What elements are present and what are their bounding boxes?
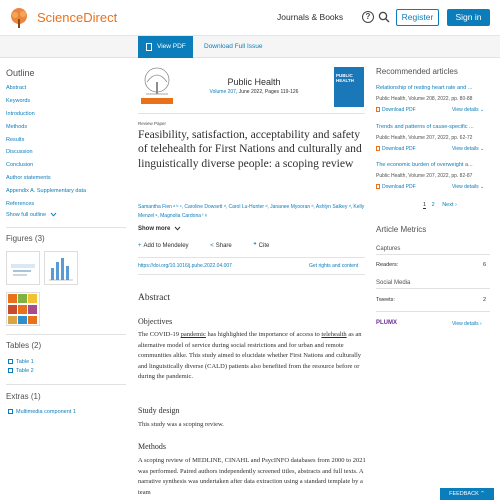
- outline-item-appendix[interactable]: Appendix A. Supplementary data: [6, 188, 87, 195]
- view-pdf-label: View PDF: [157, 43, 186, 50]
- outline-list: [6, 82, 86, 211]
- captures-section: Captures: [376, 243, 490, 255]
- article-title: Feasibility, satisfaction, acceptability and safety of telehealth for First Nations and culturally and linguistically diverse people: a scoping review: [138, 128, 362, 170]
- chevron-down-icon: ⌄: [479, 146, 485, 152]
- show-more-label: Show more: [138, 226, 171, 233]
- recommended-article-title[interactable]: Relationship of resting heart rate and ...: [376, 85, 473, 91]
- outline-item-discussion[interactable]: Discussion: [6, 149, 33, 156]
- help-icon[interactable]: ?: [362, 11, 374, 23]
- plus-icon: +: [138, 243, 142, 249]
- objectives-text-2: has highlighted the importance of access to: [205, 331, 322, 338]
- show-full-outline-label: Show full outline: [6, 212, 47, 218]
- sidebar-divider: [6, 384, 126, 385]
- outline-item-author-statements[interactable]: Author statements: [6, 175, 51, 182]
- metrics-divider: [376, 311, 490, 312]
- chevron-down-icon: [50, 212, 57, 217]
- plumx-view-details-label: View details: [452, 321, 479, 327]
- methods-paragraph: A scoping review of MEDLINE, CINAHL and PsycINFO databases from 2000 to 2021 was performed. Paired authors independently screened titles, abstracts and full texts. A narrative synthesis was undertaken after data extraction using a standard template by a team: [138, 457, 366, 496]
- chevron-up-icon: ⌃: [480, 491, 485, 497]
- sidebar-divider: [6, 334, 126, 335]
- recommended-view-details[interactable]: [452, 107, 484, 113]
- recommended-pager: [423, 202, 457, 208]
- doi-divider-top: [138, 257, 365, 258]
- journal-cover-image[interactable]: [334, 67, 364, 107]
- download-full-issue-link[interactable]: Download Full Issue: [204, 43, 263, 50]
- doi-divider-bottom: [138, 274, 365, 275]
- recommended-view-details[interactable]: [452, 146, 484, 152]
- pager-page-2[interactable]: 2: [431, 202, 435, 208]
- table-2-label: Table 2: [16, 368, 34, 374]
- outline-item-references[interactable]: References: [6, 201, 35, 208]
- volume-details: , June 2022, Pages 119-126: [235, 89, 299, 95]
- abstract-heading: Abstract: [138, 293, 171, 303]
- download-pdf-label: Download PDF: [382, 184, 416, 190]
- chevron-down-icon: ⌄: [479, 184, 485, 190]
- objectives-text-1: The COVID-19: [138, 331, 181, 338]
- figure-thumbnail-2[interactable]: [44, 251, 78, 285]
- table-icon: [8, 359, 13, 364]
- recommended-article-meta: Public Health, Volume 208, 2022, pp. 80-88: [376, 96, 473, 102]
- share-label: Share: [215, 243, 232, 249]
- telehealth-term-link[interactable]: telehealth: [321, 331, 347, 338]
- elsevier-logo-icon[interactable]: [138, 66, 176, 108]
- multimedia-component-link[interactable]: [8, 409, 76, 415]
- article-metrics-heading: Article Metrics: [376, 225, 427, 234]
- journal-volume-info: [190, 89, 318, 95]
- author-list[interactable]: Samantha Fien ᵃ ᵇ ᶜ, Caroline Dowsett ᵈ, Carol Lu-Hunter ᵈ, Jananee Myooran ᵈ, Ashlyn Salkey ᵈ, Kelly Menzel ᵉ, Magnolia Cardona ᶠ ᵍ: [138, 204, 365, 219]
- outline-item-introduction[interactable]: Introduction: [6, 110, 35, 117]
- recommended-article-title[interactable]: The economic burden of overweight a...: [376, 162, 473, 168]
- recommended-download-pdf[interactable]: [376, 184, 416, 190]
- feedback-label: FEEDBACK: [449, 491, 479, 497]
- recommended-article-title[interactable]: Trends and patterns of cause-specific ...: [376, 124, 474, 130]
- register-button[interactable]: Register: [396, 9, 439, 26]
- multimedia-component-label: Multimedia component 1: [16, 409, 76, 415]
- table-1-label: Table 1: [16, 359, 34, 365]
- outline-item-conclusion[interactable]: Conclusion: [6, 162, 34, 169]
- social-media-section: Social Media: [376, 277, 490, 289]
- view-details-label: View details: [452, 184, 479, 190]
- pandemic-term-link[interactable]: pandemic: [180, 331, 206, 338]
- pdf-icon: [376, 146, 380, 151]
- sciencedirect-brand[interactable]: ScienceDirect: [37, 10, 118, 25]
- pager-page-current[interactable]: 1: [423, 202, 427, 208]
- chevron-right-icon: ›: [455, 202, 457, 208]
- outline-item-methods[interactable]: Methods: [6, 123, 28, 130]
- show-more-button[interactable]: [138, 226, 181, 232]
- table-2-link[interactable]: [8, 368, 34, 374]
- figures-heading: Figures (3): [6, 234, 45, 243]
- view-details-label: View details: [452, 146, 479, 152]
- search-icon[interactable]: [378, 11, 390, 23]
- article-type: Review Paper: [138, 121, 167, 126]
- readers-value: 6: [482, 262, 486, 268]
- outline-item-results[interactable]: Results: [6, 136, 25, 143]
- recommended-view-details[interactable]: [452, 184, 484, 190]
- objectives-text-3: as an alternative model of service during social restrictions and for urban and remote communities alike. This study aimed to elucidate whether First Nations and culturally and linguistically diverse (CALD) patients also benefited from the resource before or during the pandemic.: [138, 331, 362, 381]
- methods-heading: Methods: [138, 442, 166, 451]
- download-pdf-label: Download PDF: [382, 146, 416, 152]
- figure-thumbnail-1-image: [7, 252, 39, 284]
- tweets-value: 2: [482, 297, 486, 303]
- figure-thumbnail-1[interactable]: [6, 251, 40, 285]
- sign-in-button[interactable]: Sign in: [447, 9, 490, 26]
- table-icon: [8, 368, 13, 373]
- readers-label: Readers:: [376, 262, 399, 268]
- sidebar-divider: [6, 227, 126, 228]
- share-button[interactable]: [210, 243, 242, 249]
- pager-next-label: Next: [442, 202, 454, 208]
- figure-thumbnail-2-image: [45, 252, 77, 284]
- journal-cover-title: [336, 73, 354, 83]
- study-design-paragraph: This study was a scoping review.: [138, 421, 224, 428]
- pdf-icon: [146, 43, 152, 51]
- plumx-logo[interactable]: PLUMX: [376, 320, 397, 326]
- download-pdf-label: Download PDF: [382, 107, 416, 113]
- recommended-articles-heading: Recommended articles: [376, 67, 458, 76]
- pdf-icon: [376, 184, 380, 189]
- article-actions: [138, 242, 289, 249]
- figure-thumbnail-3[interactable]: [6, 292, 40, 326]
- objectives-heading: Objectives: [138, 317, 173, 326]
- tweets-label: Tweets:: [376, 297, 395, 303]
- cover-line-1: PUBLIC: [336, 73, 353, 78]
- view-pdf-button[interactable]: [138, 36, 193, 58]
- table-1-link[interactable]: [8, 359, 34, 365]
- recommended-download-pdf[interactable]: [376, 146, 416, 152]
- journals-books-link[interactable]: Journals & Books: [277, 12, 344, 22]
- share-icon: <: [210, 243, 214, 249]
- chevron-right-icon: ›: [479, 321, 482, 327]
- recommended-article-meta: Public Health, Volume 207, 2022, pp. 82-87: [376, 173, 473, 179]
- article-divider: [138, 113, 365, 114]
- pager-next-button[interactable]: [442, 202, 457, 208]
- add-to-mendeley-label: Add to Mendeley: [143, 243, 189, 249]
- recommended-article-meta: Public Health, Volume 207, 2022, pp. 62-72: [376, 135, 473, 141]
- chevron-down-icon: [174, 226, 181, 231]
- pdf-icon: [376, 107, 380, 112]
- feedback-button[interactable]: [440, 488, 494, 500]
- cover-line-2: HEALTH: [336, 78, 354, 83]
- study-design-heading: Study design: [138, 406, 180, 415]
- cite-label: Cite: [258, 243, 270, 249]
- figure-thumbnail-3-image: [7, 293, 39, 325]
- outline-item-keywords[interactable]: Keywords: [6, 97, 31, 104]
- journal-name-link[interactable]: Public Health: [227, 77, 281, 87]
- outline-heading: Outline: [6, 68, 35, 78]
- volume-link[interactable]: Volume 207: [209, 89, 236, 95]
- extras-heading: Extras (1): [6, 392, 41, 401]
- quote-icon: ❞: [253, 243, 257, 249]
- recommended-download-pdf[interactable]: [376, 107, 416, 113]
- multimedia-icon: [8, 409, 13, 414]
- view-details-label: View details: [452, 107, 479, 113]
- top-header: [0, 0, 500, 36]
- cite-button[interactable]: [253, 243, 279, 249]
- elsevier-tree-logo-icon[interactable]: [8, 7, 30, 29]
- chevron-down-icon: ⌄: [479, 107, 485, 113]
- get-rights-link[interactable]: Get rights and content: [309, 263, 359, 269]
- doi-link[interactable]: https://doi.org/10.1016/j.puhe.2022.04.007: [138, 263, 232, 269]
- objectives-paragraph: [138, 330, 368, 383]
- add-to-mendeley-button[interactable]: [138, 243, 199, 249]
- tables-heading: Tables (2): [6, 341, 42, 350]
- show-full-outline-link[interactable]: [6, 212, 57, 218]
- outline-item-abstract[interactable]: Abstract: [6, 85, 27, 91]
- article-toolbar: [0, 36, 500, 58]
- plumx-view-details[interactable]: [452, 321, 482, 327]
